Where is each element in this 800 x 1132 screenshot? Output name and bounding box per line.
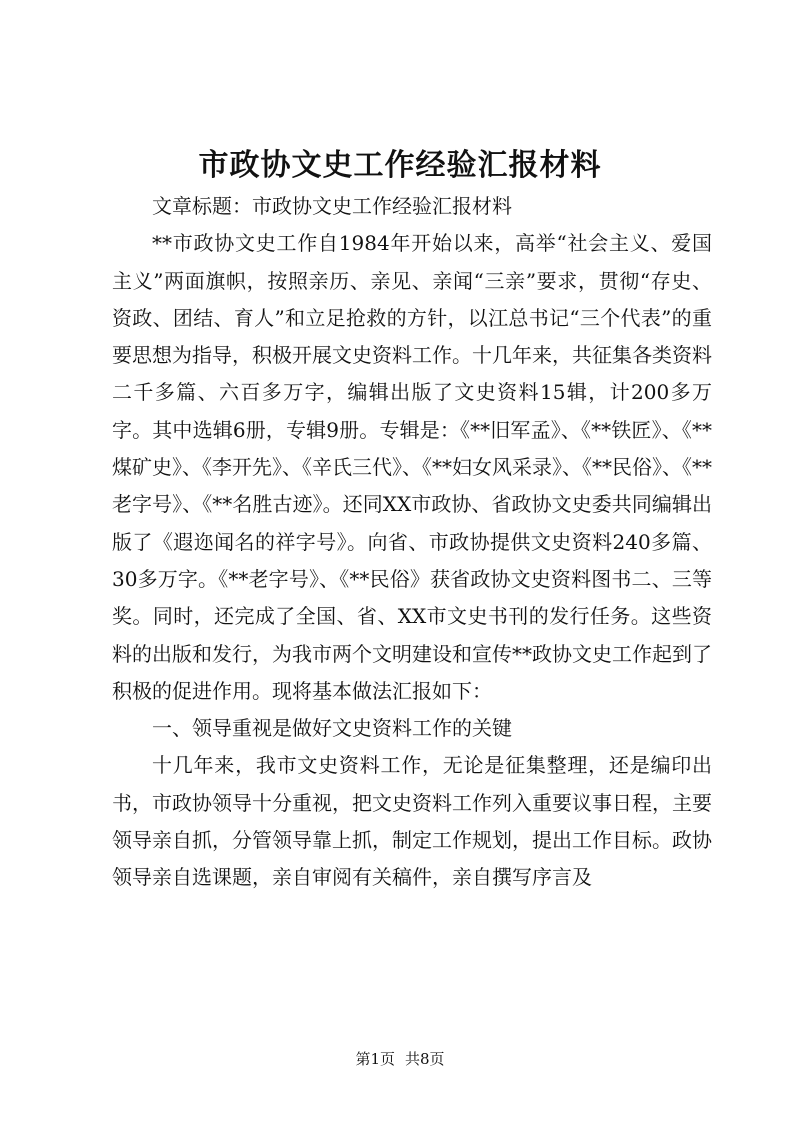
article-title-line: 文章标题：市政协文史工作经验汇报材料 — [152, 194, 512, 218]
document-title: 市政协文史工作经验汇报材料 — [198, 148, 602, 183]
page-total: 共8页 — [405, 1050, 445, 1068]
document-body — [112, 188, 712, 897]
page-footer — [0, 1048, 800, 1069]
body-paragraph: 十几年来，我市文史资料工作，无论是征集整理，还是编印出书，市政协领导十分重视，把文史资料工作列入重要议事日程，主要领导亲自抓，分管领导靠上抓，制定工作规划，提出工作目标。政协领导亲自选课题，亲自审阅有关稿件，亲自撰写序言及 — [112, 753, 712, 890]
intro-paragraph: **市政协文史工作自1984年开始以来，高举“社会主义、爱国主义”两面旗帜，按照亲历、亲见、亲闻“三亲”要求，贯彻“存史、资政、团结、育人”和立足抢救的方针，以江总书记“三个代表”的重要思想为指导，积极开展文史资料工作。十几年来，共征集各类资料二千多篇、六百多万字，编辑出版了文史资料15辑，计200多万字。其中选辑6册，专辑9册。专辑是：《**旧军孟》、《**铁匠》、《**煤矿史》、《李开先》、《辛氏三代》、《**妇女风采录》、《**民俗》、《**老字号》、《**名胜古迹》。还同XX市政协、省政协文史委共同编辑出版了《遐迩闻名的祥字号》。向省、市政协提供文史资料240多篇、30多万字。《**老字号》、《**民俗》获省政协文史资料图书二、三等奖。同时，还完成了全国、省、XX市文史书刊的发行任务。这些资料的出版和发行，为我市两个文明建设和宣传**政协文史工作起到了积极的促进作用。现将基本做法汇报如下： — [112, 231, 712, 703]
section-heading: 一、领导重视是做好文史资料工作的关键 — [152, 716, 512, 741]
page-number: 第1页 — [355, 1050, 395, 1068]
